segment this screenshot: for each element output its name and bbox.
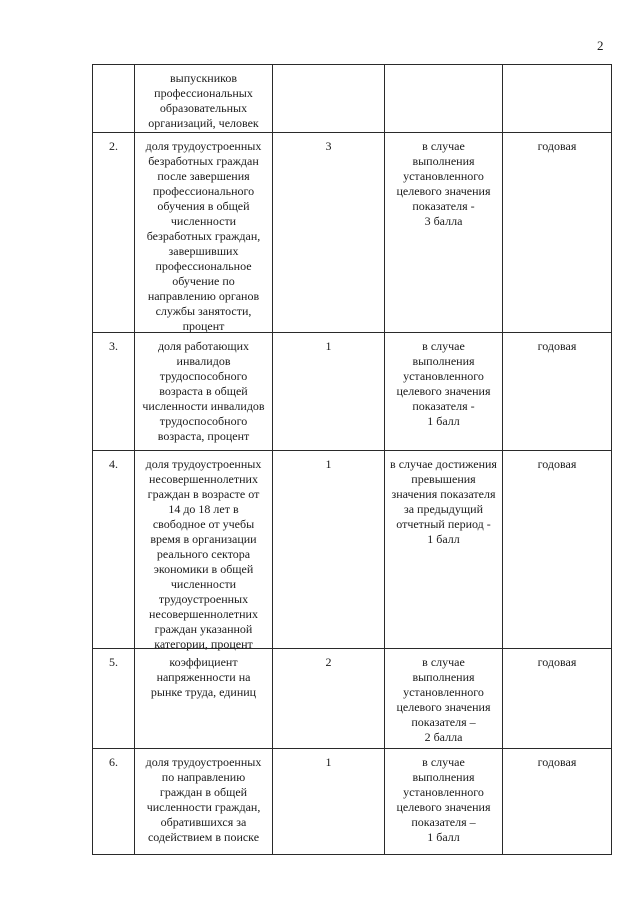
- condition-text: в случае выполнения установленного целевого значения показателя – 2 балла: [384, 648, 502, 748]
- row-number: 6.: [92, 748, 134, 854]
- indicator-text: доля трудоустроенных несовершеннолетних граждан в возрасте от 14 до 18 лет в свободное от учебы время в организации реального сектора экономики в общей численности трудоустроенных несовершеннолетних граждан указанной категории, процент: [134, 450, 272, 648]
- indicator-value: 1: [272, 748, 384, 854]
- period-text: годовая: [502, 450, 612, 648]
- row-number: 3.: [92, 332, 134, 450]
- indicator-text: выпускников профессиональных образовательных организаций, человек: [134, 64, 272, 132]
- row-number: 4.: [92, 450, 134, 648]
- table-row: [92, 450, 612, 651]
- indicator-value: 3: [272, 132, 384, 332]
- period-text: годовая: [502, 648, 612, 748]
- table-row: [92, 64, 612, 132]
- page-number: 2: [597, 38, 604, 53]
- row-number: [92, 64, 134, 132]
- indicator-value: 1: [272, 332, 384, 450]
- condition-text: в случае выполнения установленного целевого значения показателя - 3 балла: [384, 132, 502, 332]
- condition-text: в случае достижения превышения значения показателя за предыдущий отчетный период - 1 балл: [384, 450, 502, 648]
- period-text: [502, 64, 612, 132]
- indicator-text: доля трудоустроенных по направлению граждан в общей численности граждан, обратившихся за содействием в поиске: [134, 748, 272, 854]
- period-text: годовая: [502, 748, 612, 854]
- indicator-value: [272, 64, 384, 132]
- indicator-text: доля трудоустроенных безработных граждан после завершения профессионального обучения в общей численности безработных граждан, завершивших профессиональное обучение по направлению органов службы занятости, процент: [134, 132, 272, 332]
- indicator-text: доля работающих инвалидов трудоспособного возраста в общей численности инвалидов трудоспособного возраста, процент: [134, 332, 272, 450]
- table-row: [92, 132, 612, 332]
- period-text: годовая: [502, 332, 612, 450]
- row-number: 5.: [92, 648, 134, 748]
- table-row: [92, 748, 612, 855]
- indicator-text: коэффициент напряженности на рынке труда, единиц: [134, 648, 272, 748]
- condition-text: в случае выполнения установленного целевого значения показателя - 1 балл: [384, 332, 502, 450]
- table-row: [92, 332, 612, 450]
- table-row: [92, 648, 612, 748]
- period-text: годовая: [502, 132, 612, 332]
- row-number: 2.: [92, 132, 134, 332]
- indicator-value: 2: [272, 648, 384, 748]
- indicator-value: 1: [272, 450, 384, 648]
- condition-text: [384, 64, 502, 132]
- condition-text: в случае выполнения установленного целевого значения показателя – 1 балл: [384, 748, 502, 854]
- indicators-table: [92, 64, 612, 855]
